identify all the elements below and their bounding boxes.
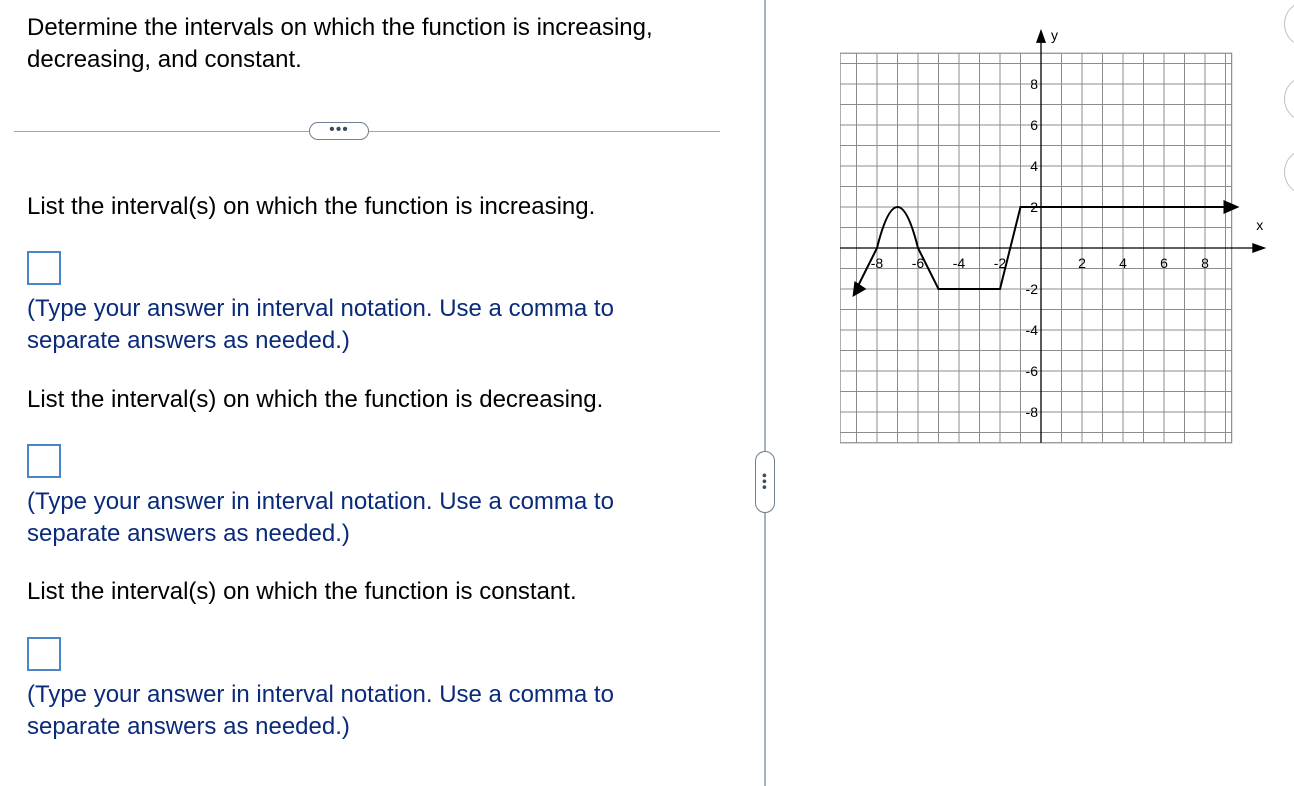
question-constant-label: List the interval(s) on which the function is constant.	[27, 578, 577, 605]
x-tick-label: -6	[911, 255, 925, 271]
y-tick-label: 6	[1030, 117, 1038, 133]
side-tool-button-2[interactable]	[1284, 77, 1294, 121]
more-options-button[interactable]: •••	[309, 122, 369, 140]
x-tick-label: -4	[952, 255, 966, 271]
y-tick-label: -2	[1025, 281, 1038, 297]
constant-answer-input[interactable]	[27, 637, 61, 671]
x-axis-arrow-icon	[1252, 243, 1266, 253]
decreasing-answer-input[interactable]	[27, 444, 61, 478]
side-tool-button-1[interactable]	[1284, 2, 1294, 46]
splitter-handle-dots: •••	[757, 473, 773, 491]
problem-statement: Determine the intervals on which the function is increasing, decreasing, and constant.	[27, 14, 653, 73]
constant-hint: (Type your answer in interval notation. Use a comma to separate answers as needed.)	[27, 681, 614, 740]
x-tick-label: -8	[870, 255, 884, 271]
y-tick-label: -6	[1025, 363, 1038, 379]
x-axis-label: x	[1256, 217, 1264, 233]
function-graph	[840, 15, 1280, 445]
y-tick-label: 4	[1030, 158, 1038, 174]
question-decreasing-label: List the interval(s) on which the function is decreasing.	[27, 386, 604, 413]
x-tick-label: 8	[1201, 255, 1209, 271]
splitter-handle-button[interactable]	[755, 451, 775, 513]
pane-splitter[interactable]	[764, 0, 766, 786]
y-axis-label: y	[1051, 26, 1058, 43]
x-tick-label: -2	[993, 255, 1007, 271]
increasing-hint: (Type your answer in interval notation. Use a comma to separate answers as needed.)	[27, 295, 614, 354]
x-tick-label: 4	[1119, 255, 1127, 271]
y-tick-label: 8	[1030, 76, 1038, 92]
x-tick-label: 6	[1160, 255, 1168, 271]
decreasing-hint: (Type your answer in interval notation. Use a comma to separate answers as needed.)	[27, 488, 614, 547]
y-tick-label: -4	[1025, 322, 1038, 338]
y-tick-label: 2	[1030, 199, 1038, 215]
question-increasing-label: List the interval(s) on which the function is increasing.	[27, 193, 596, 220]
y-axis-arrow-icon	[1036, 29, 1046, 43]
side-tool-button-3[interactable]	[1284, 150, 1294, 194]
x-tick-label: 2	[1078, 255, 1086, 271]
increasing-answer-input[interactable]	[27, 251, 61, 285]
y-tick-label: -8	[1025, 404, 1038, 420]
